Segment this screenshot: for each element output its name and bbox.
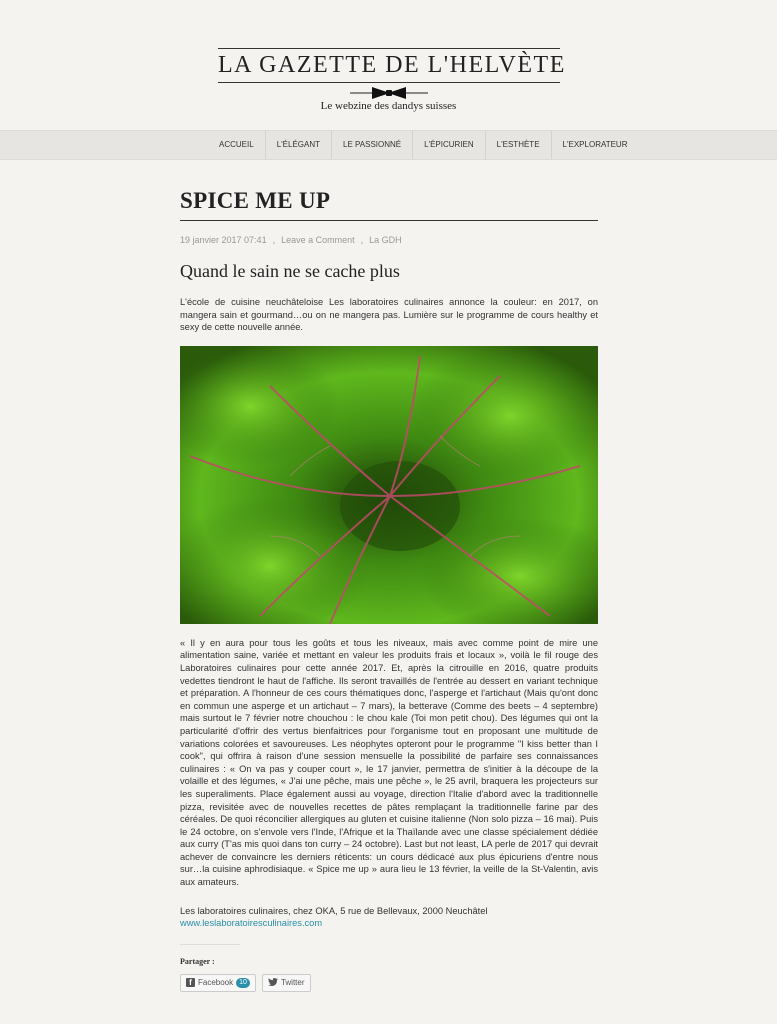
post-date[interactable]: 19 janvier 2017 07:41	[180, 235, 267, 245]
author-link[interactable]: La GDH	[369, 235, 402, 245]
post-subtitle: Quand le sain ne se cache plus	[180, 261, 400, 281]
nav-item-esthete[interactable]: L'ESTHÈTE	[485, 131, 551, 159]
nav-item-epicurien[interactable]: L'ÉPICURIEN	[412, 131, 485, 159]
nav-item-elegant[interactable]: L'ÉLÉGANT	[265, 131, 331, 159]
address-text: Les laboratoires culinaires, chez OKA, 5 rue de Bellevaux, 2000 Neuchâtel	[180, 905, 488, 916]
kale-photo	[180, 346, 598, 624]
site-header	[0, 0, 777, 130]
twitter-label: Twitter	[280, 977, 305, 987]
post-intro: L'école de cuisine neuchâteloise Les laboratoires culinaires annonce la couleur: en 2017, on mangera sain et gourmand…ou on ne mangera pas. Lumière sur le programme de cours healthy et sexy de cette nouvelle année.	[180, 297, 598, 333]
share-buttons	[180, 974, 598, 992]
share-label: Partager :	[180, 944, 240, 966]
nav-item-accueil[interactable]: ACCUEIL	[219, 140, 254, 149]
meta-separator: ,	[272, 235, 276, 245]
twitter-icon	[268, 978, 278, 987]
facebook-share-button[interactable]	[180, 974, 256, 992]
nav-item-passionne[interactable]: LE PASSIONNÉ	[331, 131, 412, 159]
main-nav	[208, 131, 638, 159]
post-meta	[180, 235, 598, 245]
nav-item-explorateur[interactable]: L'EXPLORATEUR	[551, 131, 639, 159]
post-title: SPICE ME UP	[180, 180, 598, 221]
site-title[interactable]: LA GAZETTE DE L'HELVÈTE	[218, 52, 566, 78]
post-address	[180, 905, 598, 930]
bowtie-logo-icon	[350, 86, 428, 100]
post-body: « Il y en aura pour tous les goûts et tous les niveaux, mais avec comme point de mire une alimentation saine, variée et mettant en valeur les produits frais et locaux », voilà le fil rouge des Laboratoires culinaires pour cette année 2017. Et, après la citrouille en 2016, quatre produits vedettes tiendront le haut de l'affiche. Ils seront travaillés de l'entrée au dessert en variant technique et préparation. A l'honneur de ces cours thématiques donc, l'asperge et l'artichaut (Mais qu'ont donc en commun une asperge et un artichaut – 7 mars), la betterave (Comme des beets – 4 septembre) mais surtout le 7 février notre chouchou : le chou kale (Toi mon petit chou). Des légumes qui ont la particularité d'offrir des vertus bienfaitrices pour l'organisme tout en proposant une multitude de variations colorées et savoureuses. Les néophytes opteront pour le programme "I kiss better than I cook", qui offrira à raison d'une session mensuelle la possibilité de parfaire ses connaissances culinaires : « On va pas y couper court », le 17 janvier, permettra de s'initier à la découpe de la volaille et des légumes, « J'ai une pêche, mais une pêche », le 25 avril, braquera les projecteurs sur les superaliments. Place également aussi au voyage, direction l'Italie d'abord avec la traditionnelle pizza, revisitée avec de nouvelles recettes de pâtes remplaçant la traditionnelle farine par des céréales. De quoi réconcilier allergiques au gluten et cuisine italienne (Non solo pizza – 16 mai). Puis le 24 octobre, on s'envole vers l'Inde, l'Afrique et la Thaïlande avec une classe spécialement dédiée aux curry (T'as mis quoi dans ton curry – 24 octobre). Last but not least, LA perle de 2017 qui devrait achever de convaincre les derniers réticents: un cours dédicacé aux plus épicuriens d'entre nous sur…la cuisine aphrodisiaque. « Spice me up » aura lieu le 13 février, la veille de la St-Valentin, avis aux amateurs.	[180, 637, 598, 888]
facebook-label: Facebook	[198, 977, 234, 987]
website-link[interactable]: www.leslaboratoiresculinaires.com	[180, 918, 323, 929]
site-tagline: Le webzine des dandys suisses	[320, 100, 457, 112]
site-masthead[interactable]	[218, 48, 566, 83]
post-content	[180, 180, 598, 992]
facebook-icon: f	[186, 978, 195, 987]
meta-separator: ,	[360, 235, 364, 245]
comments-link[interactable]: Leave a Comment	[281, 235, 355, 245]
twitter-share-button[interactable]	[262, 974, 311, 992]
main-navbar	[0, 130, 777, 160]
facebook-count-badge: 10	[236, 978, 250, 988]
